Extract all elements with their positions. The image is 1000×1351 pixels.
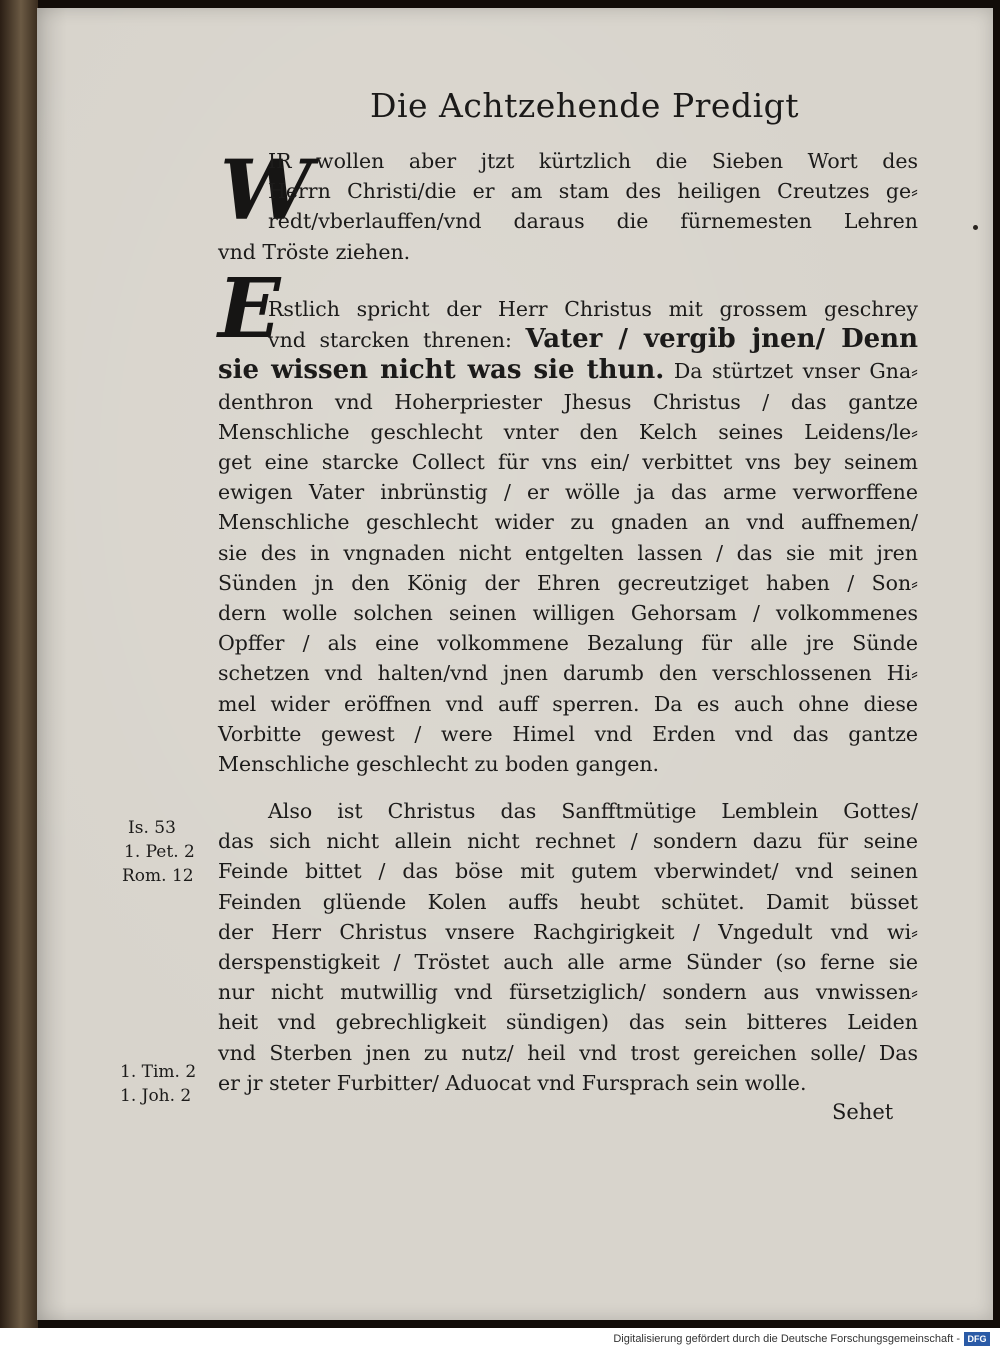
sermon-heading: Die Achtzehende Predigt [370,86,800,125]
margin-reference: 1. Joh. 2 [120,1086,192,1106]
text-line: vnd Tröste ziehen. [218,239,411,264]
text-line: Feinden glüende Kolen auffs heubt schütet. Damit büsset [218,889,918,914]
paragraph-1 [218,143,918,267]
quoted-words: sie wissen nicht was sie thun. [218,355,665,386]
text-line: nur nicht mutwillig vnd fürsetziglich/ sondern aus vnwissen⸗ [218,980,918,1005]
paragraph-3 [218,796,918,1098]
text-line: Sünden jn den König der Ehren gecreutziget haben / Son⸗ [218,570,918,595]
drop-cap-initial: W [220,143,313,239]
text-line: schetzen vnd halten/vnd jnen darumb den verschlossenen Hi⸗ [218,661,918,686]
text-line: heit vnd gebrechligkeit sündigen) das sein bitteres Leiden [218,1010,918,1035]
ink-speck [973,225,978,230]
quoted-words: Vater / vergib jnen/ Denn [525,324,918,355]
text-line: Herrn Christi/die er am stam des heiligen Creutzes ge⸗ [268,179,918,204]
text-line: Rstlich spricht der Herr Christus mit grossem geschrey [268,297,918,321]
text-line [218,324,918,355]
text-line: get eine starcke Collect für vns ein/ verbittet vns bey seinem [218,450,918,475]
text-line [218,355,918,386]
margin-reference: 1. Pet. 2 [124,842,195,862]
text-line: Also ist Christus das Sanfftmütige Lemblein Gottes/ [268,799,918,823]
text-line: IR wollen aber jtzt kürtzlich die Sieben Wort des [268,149,918,173]
text-line: Opffer / als eine volkommene Bezalung für alle jre Sünde [218,631,918,656]
text-line: denthron vnd Hoherpriester Jhesus Christus / das gantze [218,389,918,414]
text-line: der Herr Christus vnsere Rachgirigkeit / Vngedult vnd wi⸗ [218,919,918,944]
text-line: Menschliche geschlecht wider zu gnaden an vnd auffnemen/ [218,510,918,535]
text-line: derspenstigkeit / Tröstet auch alle arme Sünder (so ferne sie [218,950,918,975]
text-line: das sich nicht allein nicht rechnet / sondern dazu für seine [218,829,918,854]
drop-cap-initial: E [218,261,281,357]
text-line: er jr steter Furbitter/ Aduocat vnd Fursprach sein wolle. [218,1070,807,1095]
margin-reference: 1. Tim. 2 [120,1062,197,1082]
funding-footer [0,1328,1000,1351]
text-line: Feinde bittet / das böse mit gutem vberwindet/ vnd seinen [218,859,918,884]
margin-reference: Is. 53 [128,818,176,838]
margin-reference: Rom. 12 [122,866,194,886]
text-line: Menschliche geschlecht zu boden gangen. [218,752,660,777]
text-segment: Da stürtzet vnser Gna⸗ [664,359,918,384]
text-segment: vnd starcken threnen: [268,328,526,353]
text-line: dern wolle solchen seinen willigen Gehorsam / volkommenes [218,601,918,626]
book-edge [0,0,38,1328]
text-line: Menschliche geschlecht vnter den Kelch seines Leidens/le⸗ [218,419,918,444]
catchword: Sehet [832,1100,894,1124]
funding-notice: Digitalisierung gefördert durch die Deutsche Forschungsgemeinschaft - [613,1333,960,1345]
text-line: Vorbitte gewest / were Himel vnd Erden vnd das gantze [218,721,918,746]
dfg-logo-icon: DFG [964,1332,990,1346]
text-line: ewigen Vater inbrünstig / er wölle ja das arme verworffene [218,480,918,505]
text-line: vnd Sterben jnen zu nutz/ heil vnd trost gereichen solle/ Das [218,1040,918,1065]
text-line: sie des in vngnaden nicht entgelten lassen / das sie mit jren [218,540,918,565]
text-line: mel wider eröffnen vnd auff sperren. Da es auch ohne diese [218,691,918,716]
text-line: redt/vberlauffen/vnd daraus die fürnemesten Lehren [268,209,918,234]
paragraph-2 [218,294,918,779]
